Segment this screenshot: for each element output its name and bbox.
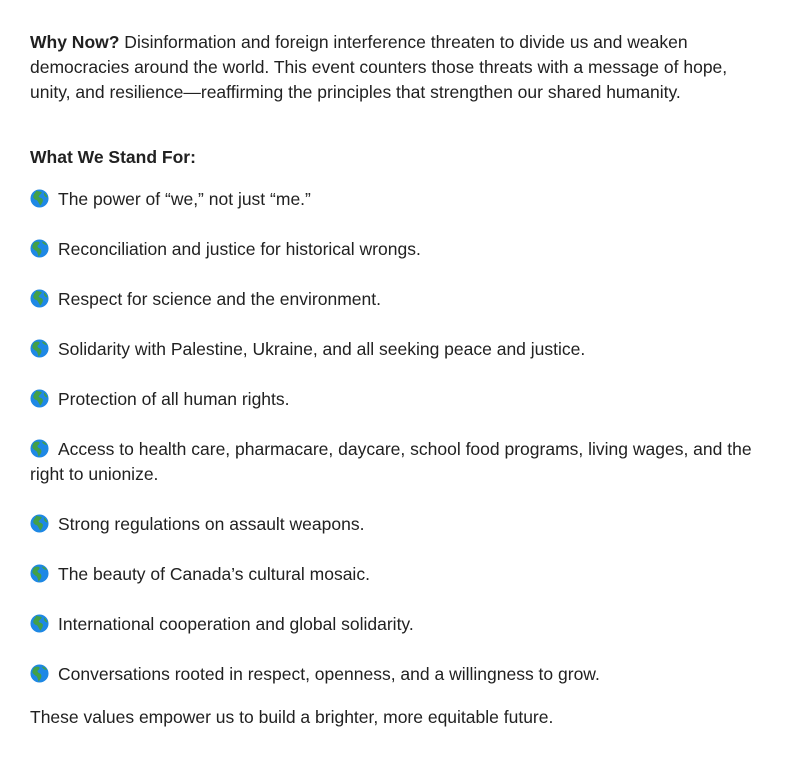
list-item-text: Respect for science and the environment. <box>58 289 381 309</box>
list-item-text: The power of “we,” not just “me.” <box>58 189 311 209</box>
list-item <box>30 612 765 637</box>
globe-americas-icon <box>30 339 49 358</box>
list-item <box>30 287 765 312</box>
why-now-paragraph <box>30 30 765 105</box>
stand-for-heading: What We Stand For: <box>30 147 196 167</box>
list-item <box>30 387 765 412</box>
list-item-text: Reconciliation and justice for historical wrongs. <box>58 239 421 259</box>
list-item-text: Protection of all human rights. <box>58 389 290 409</box>
globe-americas-icon <box>30 564 49 583</box>
globe-africa-europe-icon <box>30 614 49 633</box>
why-now-text: Disinformation and foreign interference threaten to divide us and weaken democracies around the world. This event counters those threats with a message of hope, unity, and resilience—reaffirming the principles that strengthen our shared humanity. <box>30 32 728 102</box>
list-item <box>30 562 765 587</box>
list-item-text: Access to health care, pharmacare, daycare, school food programs, living wages, and the right to unionize. <box>30 439 752 484</box>
globe-africa-europe-icon <box>30 289 49 308</box>
list-item <box>30 237 765 262</box>
globe-africa-europe-icon <box>30 189 49 208</box>
closing-statement: These values empower us to build a brighter, more equitable future. <box>30 707 554 727</box>
list-item <box>30 187 765 212</box>
globe-americas-icon <box>30 239 49 258</box>
list-item-text: International cooperation and global solidarity. <box>58 614 414 634</box>
globe-americas-icon <box>30 664 49 683</box>
list-item-text: Strong regulations on assault weapons. <box>58 514 365 534</box>
list-item-text: Solidarity with Palestine, Ukraine, and all seeking peace and justice. <box>58 339 586 359</box>
globe-americas-icon <box>30 439 49 458</box>
list-item <box>30 337 765 362</box>
list-item <box>30 662 765 687</box>
list-item <box>30 437 765 487</box>
list-item <box>30 512 765 537</box>
list-item-text: Conversations rooted in respect, openness, and a willingness to grow. <box>58 664 600 684</box>
list-item-text: The beauty of Canada’s cultural mosaic. <box>58 564 370 584</box>
globe-africa-europe-icon <box>30 514 49 533</box>
globe-africa-europe-icon <box>30 389 49 408</box>
why-now-label: Why Now? <box>30 32 120 52</box>
values-list <box>30 187 765 687</box>
